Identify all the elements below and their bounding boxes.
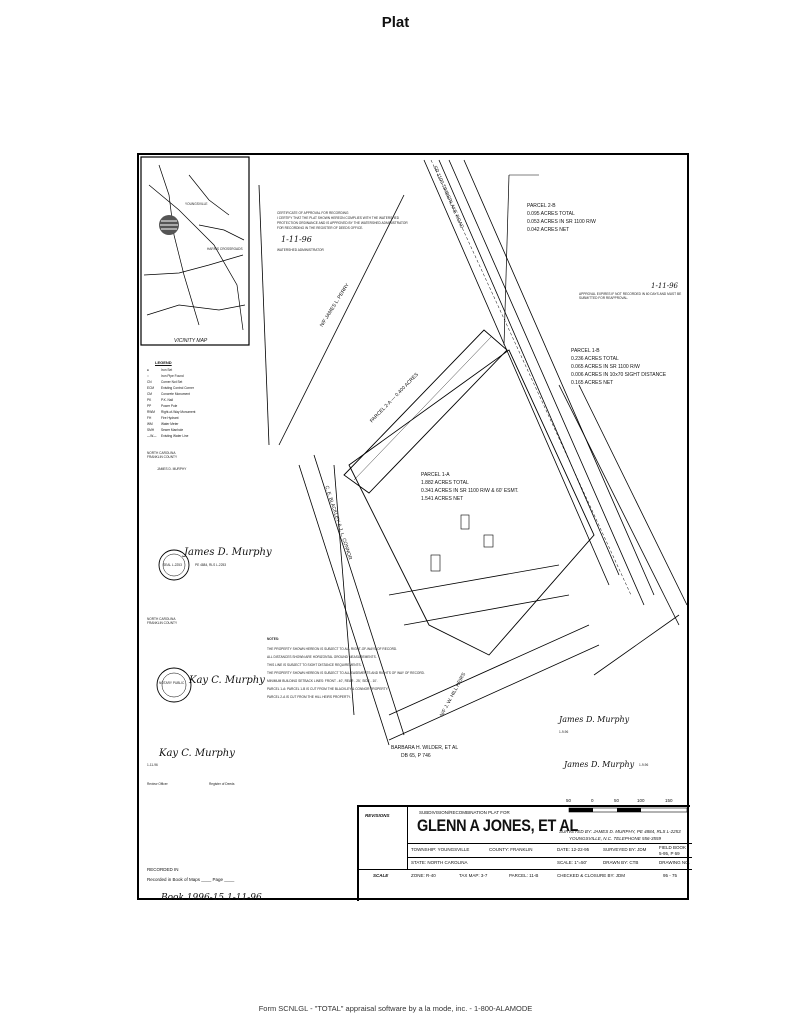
scale-num: 50 bbox=[614, 798, 620, 803]
legend-row: ● Iron Set bbox=[147, 368, 173, 372]
notes-title: NOTES: bbox=[267, 637, 280, 641]
legend-row: CN Corner Not Set bbox=[147, 380, 183, 384]
scale-num: 150 bbox=[665, 798, 673, 803]
register-of-deeds: Register of Deeds bbox=[209, 782, 235, 786]
vicinity-town-label: YOUNGSVILLE bbox=[185, 202, 208, 206]
legend-row: CM Concrete Monument bbox=[147, 392, 190, 396]
plat-drawing bbox=[139, 155, 691, 902]
survey-signature-2: James D. Murphy bbox=[564, 760, 635, 769]
building bbox=[461, 515, 469, 529]
parcel-number: PARCEL: 11-B bbox=[509, 873, 539, 878]
county: COUNTY: FRANKLIN bbox=[489, 847, 533, 852]
surveyor-registration: PE 4884, RLS L-2253 bbox=[195, 563, 227, 567]
state-county-1: NORTH CAROLINA FRANKLIN COUNTY bbox=[147, 451, 178, 459]
approval-date: 1-11-96 bbox=[651, 282, 678, 290]
title-block bbox=[357, 805, 690, 901]
date: DATE: 12-22-95 bbox=[557, 847, 590, 852]
legend-row: SMH Sewer Manhole bbox=[147, 428, 184, 432]
property-lines bbox=[259, 185, 687, 745]
building bbox=[484, 535, 493, 547]
legend-row: ○ Iron Pipe Found bbox=[147, 374, 184, 378]
scale-num: 50 bbox=[566, 798, 572, 803]
scale-label: SCALE bbox=[373, 873, 389, 878]
recorded-in: RECORDED IN bbox=[147, 867, 179, 872]
owner-blackley-connor: C. E. BLACKLEY & J. L. CONNOR bbox=[323, 485, 353, 561]
scale: SCALE: 1"=50' bbox=[557, 860, 587, 865]
surveyed-by-initials: SURVEYED BY: JDM bbox=[603, 847, 647, 852]
scale-num: 100 bbox=[637, 798, 645, 803]
checked-by: CHECKED & CLOSURE BY: JDM bbox=[557, 873, 626, 878]
legend-row: RWM Right-of-Way Monument bbox=[147, 410, 196, 414]
zone: ZONE: R-40 bbox=[411, 873, 436, 878]
survey-date-2: 1-9-96 bbox=[639, 763, 649, 767]
recorded-line: Recorded in Book of Maps ____ Page ____ bbox=[147, 877, 235, 882]
parcel-2a-inner bbox=[354, 337, 491, 480]
approval-note: APPROVAL EXPIRES IF NOT RECORDED IN 60 DAYS AND MUST BE SUBMITTED FOR REAPPROVAL. bbox=[579, 292, 682, 300]
township: TOWNSHIP: YOUNGSVILLE bbox=[411, 847, 470, 852]
review-officer: Review Officer bbox=[147, 782, 168, 786]
page-title: Plat bbox=[381, 14, 410, 31]
legend-row: WM Water Meter bbox=[147, 422, 179, 426]
surveyed-by: SURVEYED BY: JAMES D. MURPHY, PE 4884, RLS L-2253 bbox=[559, 829, 681, 834]
road-label: SR 1100 TIMBERLAKE ROAD bbox=[431, 165, 465, 230]
tax-map: TAX MAP: 3-7 bbox=[459, 873, 488, 878]
legend-row: —W— Existing Water Line bbox=[147, 434, 189, 438]
revisions-label: REVISIONS bbox=[365, 813, 390, 818]
drawn-by: DRAWN BY: CTB bbox=[603, 860, 639, 865]
legend-row: FH Fire Hydrant bbox=[147, 416, 179, 420]
owner-wilder-deed: DB 65, P 746 bbox=[401, 753, 431, 759]
owner-hill-heirs: N/F J. W. HILL HEIRS bbox=[439, 671, 468, 718]
legend-row: ECM Existing Control Corner bbox=[147, 386, 194, 390]
seal-text: SEAL L-2253 bbox=[163, 563, 182, 567]
plat-subtitle: SUBDIVISION/RECOMBINATION PLAT FOR bbox=[419, 810, 510, 815]
field-book-value: 5-95, P 69 bbox=[659, 851, 680, 856]
vicinity-map-label: VICINITY MAP bbox=[174, 338, 208, 344]
parcel-1a-outline bbox=[349, 350, 594, 655]
parcel-2a-label: PARCEL 2-A — 0.400 ACRES bbox=[369, 371, 420, 425]
surveyor-signature: James D. Murphy bbox=[184, 547, 272, 558]
survey-date-1: 1-9-96 bbox=[559, 730, 569, 734]
state-county-2: NORTH CAROLINA FRANKLIN COUNTY bbox=[147, 617, 178, 625]
legend-row: PK P.K. Nail bbox=[147, 398, 173, 402]
parcel-2a-outline bbox=[344, 330, 507, 493]
review-signature: Kay C. Murphy bbox=[159, 748, 235, 759]
owner-wilder: BARBARA H. WILDER, ET AL bbox=[391, 745, 459, 751]
surveyor-address: YOUNGSVILLE, N.C. TELEPHONE 556-3559 bbox=[569, 836, 662, 841]
review-date: 1-11-96 bbox=[147, 763, 158, 767]
legend-title: LEGEND bbox=[155, 360, 172, 365]
owner-perry: N/F JAMES L. PERRY bbox=[319, 282, 351, 329]
state: STATE: NORTH CAROLINA bbox=[411, 860, 468, 865]
surveyor-name: JAMES D. MURPHY bbox=[157, 467, 187, 471]
watershed-signature: 1-11-96 bbox=[281, 235, 312, 244]
plat-owner-title: GLENN A JONES, ET AL bbox=[417, 816, 579, 835]
vicinity-place-label: HARRIS CROSSROADS bbox=[207, 247, 243, 251]
field-book-label: FIELD BOOK bbox=[659, 845, 687, 850]
notary-seal-inner bbox=[162, 673, 186, 697]
vicinity-map-frame bbox=[141, 157, 249, 345]
drawing-no-label: DRAWING NO. bbox=[659, 860, 690, 865]
footer: Form SCNLGL - "TOTAL" appraisal software by a la mode, inc. - 1-800-ALAMODE bbox=[258, 1004, 533, 1013]
legend-row: PP Power Pole bbox=[147, 404, 178, 408]
watershed-signer: WATERSHED ADMINISTRATOR bbox=[277, 248, 324, 252]
notary-seal-text: NOTARY PUBLIC bbox=[159, 681, 185, 685]
notary-signature: Kay C. Murphy bbox=[189, 675, 265, 686]
building bbox=[431, 555, 440, 571]
scale-num: 0 bbox=[591, 798, 594, 803]
plat-sheet: YOUNGSVILLE HARRIS CROSSROADS VICINITY MAP LEGEND ● Iron Set ○ Iron Pipe Found CN Corner Not Set ECM Existing Control Corner CM Concrete Monument PK P.K. Nail PP Power Pole RWM Right-of-Way Monument FH Fire Hydrant WM Water Meter SMH Sewer Manhole —W— Existing Water Line NORTH CAROLINA FRANKLIN COUNTY JAMES D. MURPHY James D. Murphy PE 4884, RLS L-2253 SEAL L-2253 NORTH CAROLINA FRANKLIN COUNTY Kay C. Murphy NOTARY PUBLIC Kay C. Murphy 1-11-96 Review Officer Register of Deeds CERTIFICATE OF APPROVAL FOR RECORDING I CERTIFY THAT THE PLAT SHOWN HEREON COMPLIES WITH THE WATERSHED PROTECTION ORDINANCE AND IS APPROVED BY THE WATERSHED ADMINISTRATOR FOR RECORDING IN THE REGISTER OF DEEDS OFFICE. 1-11-96 WATERSHED ADMINISTRATOR PARCEL 2-B 0.095 ACRES TOTAL 0.053 ACRES IN SR 1100 R/W 0.042 ACRES NET APPROVAL EXPIRES IF NOT RECORDED IN 60 DAYS AND MUST BE SUBMITTED FOR REAPPROVAL. 1-11-96 PARCEL 1-B 0.236 ACRES TOTAL 0.065 ACRES IN SR 1100 R/W 0.006 ACRES IN 10x70 SIGHT DISTANCE 0.165 ACRES NET PARCEL 1-A 1.882 ACRES TOTAL 0.341 ACRES IN SR 1100 R/W & 60' ESMT. 1.541 ACRES NET PARCEL 2-A — 0.400 ACRES N/F JAMES L. PERRY N/F J. W. HILL HEIRS C. E. BLACKLEY & J. L. CONNOR BARBARA H. WILDER, ET AL DB 65, P 746 SR 1100 TIMBERLAKE ROAD NOTES: THE PROPERTY SHOWN HEREON IS SUBJECT TO ALL RIGHT-OF-WAYS OF RECORD. ALL DISTANCES SHOWN ARE HORIZONTAL GROUND MEASUREMENTS. THIS LINE IS SUBJECT TO SIGHT DISTANCE REQUIREMENTS. THE PROPERTY SHOWN HEREON IS SUBJECT TO ALL EASEMENTS AND RIGHTS OF WAY OF RECORD. MINIMUM BUILDING SETBACK LINES: FRONT - 40', REAR - 25', SIDE - 10'. PARCEL 1-A: PARCEL 1-B IS CUT FROM THE BLACKLEY & CONNOR PROPERTY. PARCEL 2-A IS CUT FROM THE HILL HEIRS PROPERTY. James D. Murphy 1-9-96 James D. Murphy 1-9-96 RECORDED IN Recorded in Book of Maps ____ Page ____ REVISIONS SUBDIVISION/RECOMBINATION PLAT FOR GLENN A JONES, ET AL SURVEYED BY: JAMES D. MURPHY, PE 4884, RLS L-2253 YOUNGSVILLE, N.C. TELEPHONE 556-3559 TOWNSHIP: YOUNGSVILLE COUNTY: FRANKLIN DATE: 12-22-95 SURVEYED BY: JDM FIELD BOOK 5-95, P 69 STATE: NORTH CAROLINA SCALE: 1"=50' DRAWN BY: CTB DRAWING NO. SCALE ZONE: R-40 TAX MAP: 3-7 PARCEL: 11-B CHECKED & CLOSURE BY: JDM 95 - 75 50 0 50 100 150 bbox=[137, 153, 689, 900]
book-note: Book 1996-15 1-11-96 bbox=[161, 893, 262, 903]
survey-signature-1: James D. Murphy bbox=[559, 715, 630, 724]
drawing-no-value: 95 - 75 bbox=[663, 873, 678, 878]
